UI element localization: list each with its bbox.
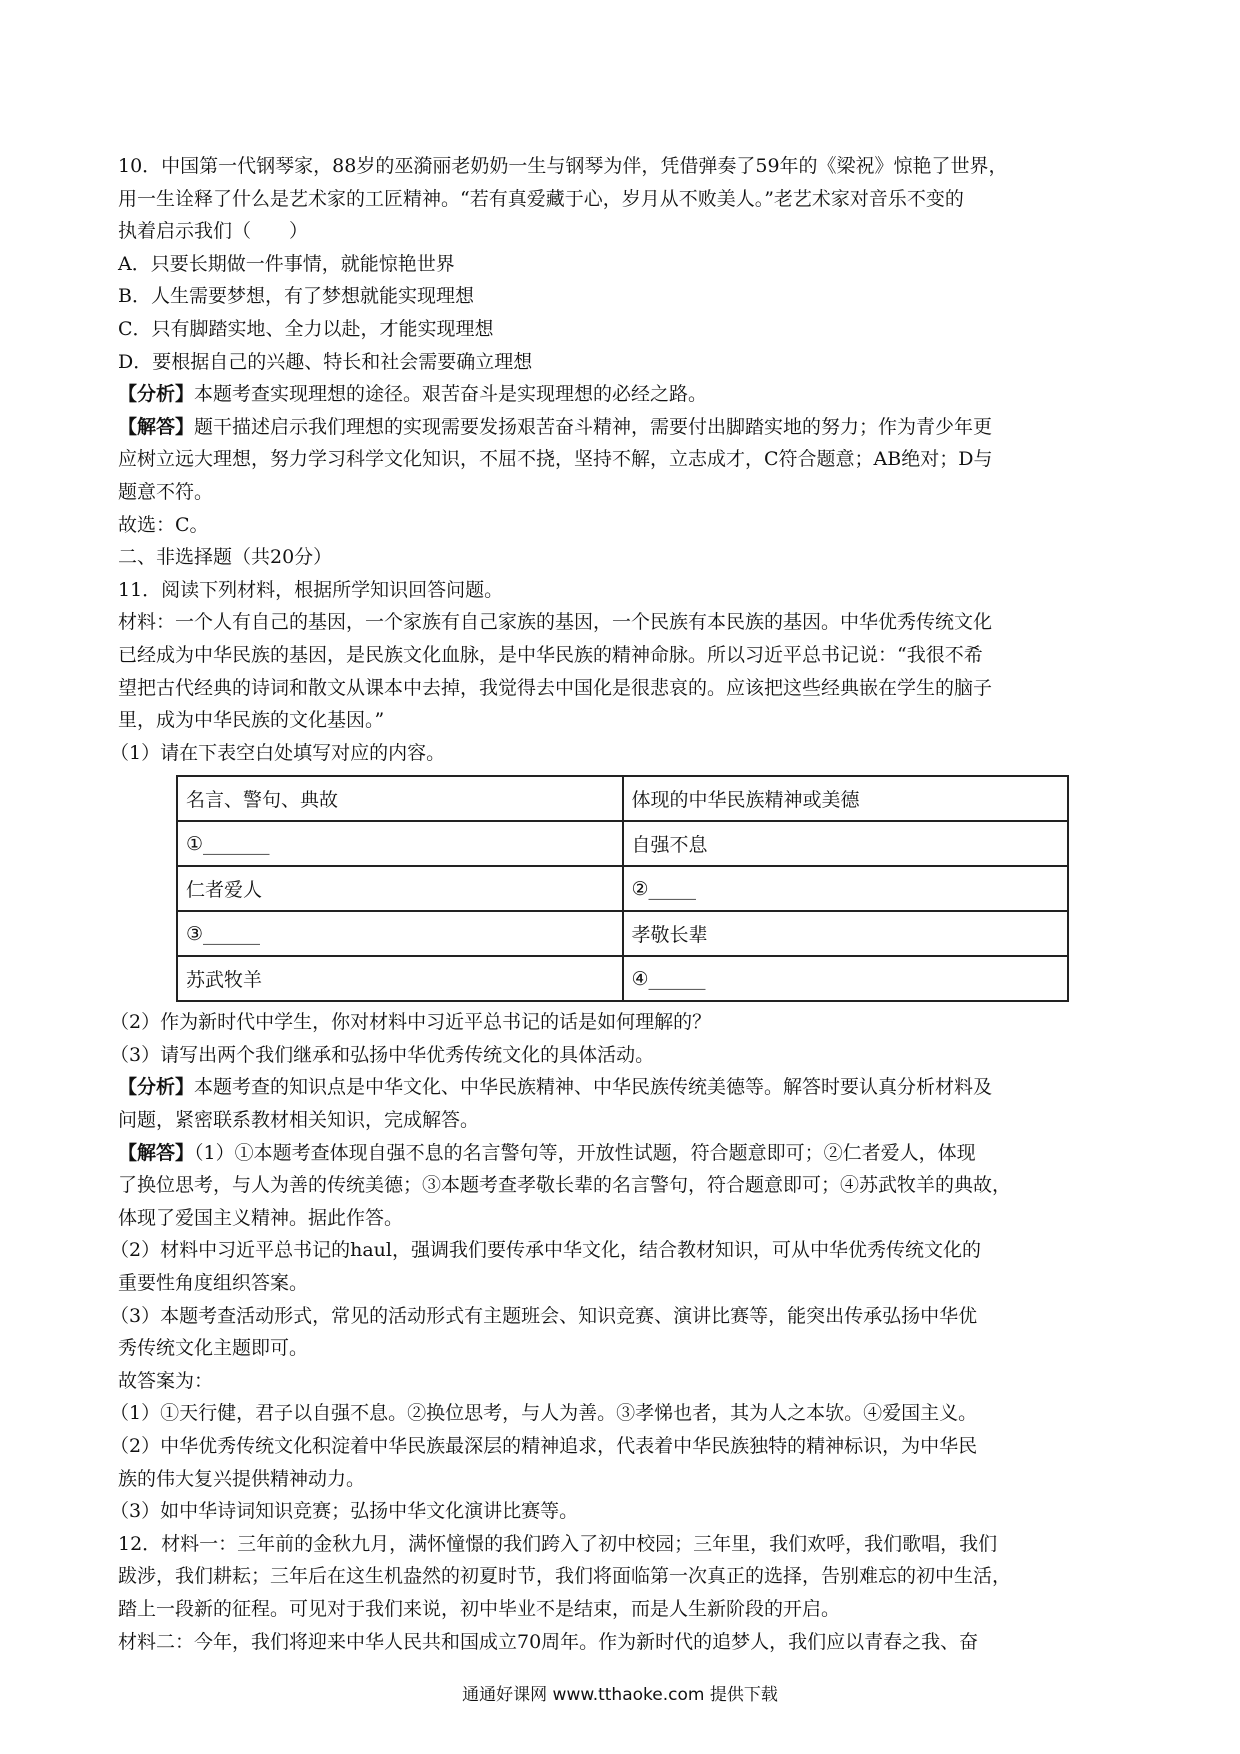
q10-stem-line: 执着启示我们（ ） [118, 220, 309, 243]
analysis-label: 【分析】 [118, 1076, 195, 1099]
table-header-cell: 体现的中华民族精神或美德 [623, 776, 1069, 821]
q10-analysis [118, 378, 1123, 411]
table-cell: 孝敬长辈 [623, 911, 1069, 956]
q11-material-line: 已经成为中华民族的基因，是民族文化血脉，是中华民族的精神命脉。所以习近平总书记说：“我很不希 [118, 643, 983, 666]
answer-label: 【解答】 [118, 415, 195, 438]
q10-option-a: A．只要长期做一件事情，就能惊艳世界 [118, 252, 455, 275]
q10-choice: 故选：C。 [118, 513, 209, 536]
q11-material-line: 望把古代经典的诗词和散文从课本中去掉，我觉得去中国化是很悲哀的。应该把这些经典嵌在学生的脑子 [118, 676, 993, 699]
q10-stem-line: 用一生诠释了什么是艺术家的工匠精神。“若有真爱藏于心，岁月从不败美人。”老艺术家对音乐不变的 [118, 187, 964, 210]
q11-answer-line: （2）中华优秀传统文化积淀着中华民族最深层的精神追求，代表着中华民族独特的精神标识，为中华民 [110, 1435, 978, 1457]
q11-sub2: （2）作为新时代中学生，你对材料中习近平总书记的话是如何理解的？ [110, 1011, 712, 1034]
table-row [177, 956, 1068, 1001]
analysis-label: 【分析】 [118, 383, 195, 406]
table-cell: 苏武牧羊 [177, 956, 623, 1001]
analysis-text: 本题考查实现理想的途径。艰苦奋斗是实现理想的必经之路。 [194, 383, 708, 406]
q11-answer-line: 了换位思考，与人为善的传统美德；③本题考查孝敬长辈的名言警句，符合题意即可；④苏武牧羊的典故， [118, 1174, 1012, 1197]
document-page [110, 150, 1123, 1658]
q11-answer-line: 族的伟大复兴提供精神动力。 [118, 1467, 366, 1490]
virtue-table [176, 775, 1069, 1002]
q11-answer-line: （3）本题考查活动形式，常见的活动形式有主题班会、知识竞赛、演讲比赛等，能突出传承弘扬中华优 [110, 1304, 978, 1327]
q12-line: 跋涉，我们耕耘；三年后在这生机盎然的初夏时节，我们将面临第一次真正的选择，告别难忘的初中生活， [118, 1565, 1012, 1588]
q10-answer-line: 题意不符。 [118, 480, 214, 503]
question-11 [110, 574, 1123, 1528]
q11-answer-line: 体现了爱国主义精神。据此作答。 [118, 1206, 404, 1229]
question-12 [118, 1528, 1123, 1658]
page-footer: 通通好课网 www.tthaoke.com 提供下载 [462, 1685, 778, 1705]
q11-material-line: 材料：一个人有自己的基因，一个家族有自己家族的基因，一个民族有本民族的基因。中华优秀传统文化 [118, 611, 993, 634]
table-cell: ②_____ [623, 866, 1069, 911]
table-row [177, 866, 1068, 911]
table-row [177, 821, 1068, 866]
q11-answer-line: 秀传统文化主题即可。 [118, 1337, 309, 1360]
q11-sub1: （1）请在下表空白处填写对应的内容。 [110, 741, 446, 764]
q10-stem-line: 10．中国第一代钢琴家，88岁的巫漪丽老奶奶一生与钢琴为伴，凭借弹奏了59年的《梁祝》惊艳了世界， [118, 155, 1008, 177]
q11-sub3: （3）请写出两个我们继承和弘扬中华优秀传统文化的具体活动。 [110, 1043, 655, 1066]
q11-answer-line [118, 1137, 1123, 1170]
table-cell: 自强不息 [623, 821, 1069, 866]
q12-line: 12．材料一：三年前的金秋九月，满怀憧憬的我们跨入了初中校园；三年里，我们欢呼，我们歌唱，我们 [118, 1532, 998, 1555]
q10-option-d: D．要根据自己的兴趣、特长和社会需要确立理想 [118, 350, 533, 373]
table-header-row [177, 776, 1068, 821]
q11-answer-line: （3）如中华诗词知识竞赛；弘扬中华文化演讲比赛等。 [110, 1500, 579, 1523]
analysis-text: 本题考查的知识点是中华文化、中华民族精神、中华民族传统美德等。解答时要认真分析材料及 [194, 1076, 993, 1099]
answer-text: （1）①本题考查体现自强不息的名言警句等，开放性试题，符合题意即可；②仁者爱人，体现 [194, 1141, 976, 1164]
q10-answer-line: 应树立远大理想，努力学习科学文化知识，不屈不挠，坚持不解，立志成才，C符合题意；AB绝对；D与 [118, 448, 993, 471]
q10-option-b: B．人生需要梦想，有了梦想就能实现理想 [118, 285, 474, 308]
q11-stem: 11．阅读下列材料，根据所学知识回答问题。 [118, 578, 504, 601]
section-heading: 二、非选择题（共20分） [118, 546, 333, 569]
table-header-cell: 名言、警句、典故 [177, 776, 623, 821]
q12-line: 材料二：今年，我们将迎来中华人民共和国成立70周年。作为新时代的追梦人，我们应以青春之我、奋 [118, 1630, 979, 1653]
q10-option-c: C．只有脚踏实地、全力以赴，才能实现理想 [118, 317, 494, 340]
table-row [177, 911, 1068, 956]
answer-text: 题干描述启示我们理想的实现需要发扬艰苦奋斗精神，需要付出脚踏实地的努力；作为青少年更 [194, 415, 993, 438]
question-10 [118, 150, 1123, 541]
answer-label: 【解答】 [118, 1141, 195, 1164]
q11-answer-line: 重要性角度组织答案。 [118, 1272, 309, 1295]
table-cell: 仁者爱人 [177, 866, 623, 911]
q11-answer-line: （1）①天行健，君子以自强不息。②换位思考，与人为善。③孝悌也者，其为人之本欤。④爱国主义。 [110, 1402, 978, 1425]
q10-answer-line [118, 411, 1123, 444]
q11-answer-line: （2）材料中习近平总书记的haul，强调我们要传承中华文化，结合教材知识，可从中华优秀传统文化的 [110, 1239, 981, 1262]
table-cell: ③______ [177, 911, 623, 956]
q11-answer-line: 故答案为： [118, 1369, 214, 1392]
table-cell: ④______ [623, 956, 1069, 1001]
q11-analysis-line [118, 1071, 1123, 1104]
q12-line: 踏上一段新的征程。可见对于我们来说，初中毕业不是结束，而是人生新阶段的开启。 [118, 1597, 841, 1620]
q11-material-line: 里，成为中华民族的文化基因。” [118, 709, 385, 732]
q11-analysis-line: 问题，紧密联系教材相关知识，完成解答。 [118, 1109, 480, 1132]
table-cell: ①_______ [177, 821, 623, 866]
